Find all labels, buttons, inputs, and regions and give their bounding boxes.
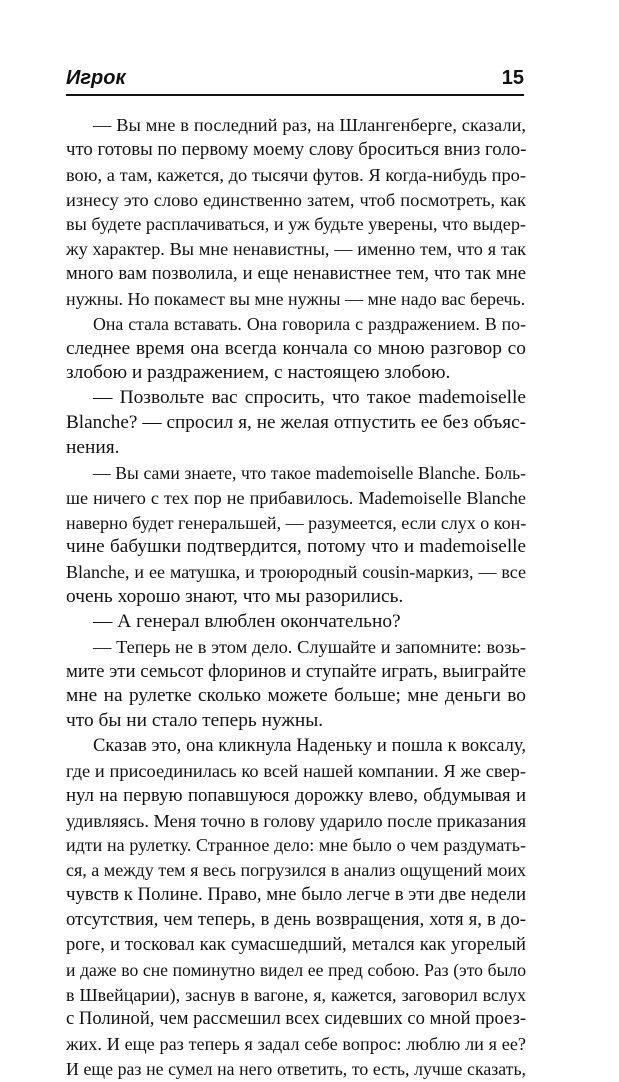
text-line: Blanche? — спросил я, не желая отпустить ее без объяс-	[66, 412, 526, 434]
text-line: И еще раз не сумел на него ответить, то есть, лучше сказать,	[66, 1059, 526, 1080]
text-line: удивляясь. Меня точно в голову ударило после приказания	[66, 810, 527, 831]
text-line: Blanche, и ее матушка, и троюродный cousin-маркиз, — все	[66, 562, 526, 583]
text-line: нужны. Но покамест вы мне нужны — мне надо вас беречь.	[66, 288, 526, 309]
text-line: изнесу это слово единственно затем, чтоб посмотреть, как	[66, 189, 526, 210]
text-line: с Полиной, чем рассмешил всех сидевших со мной проез-	[66, 1008, 527, 1030]
text-line: Она стала вставать. Она говорила с раздражением. В по-	[93, 313, 526, 334]
text-line: нул на первую попавшуюся дорожку влево, обдумывая и	[66, 784, 526, 806]
text-line: ше ничего с тех пор не прибавилось. Mademoiselle Blanche	[66, 487, 526, 508]
text-line: роге, и тосковал как сумасшедший, метался как угорелый	[66, 933, 526, 955]
text-line: и даже во сне поминутно видел ее пред собою. Раз (это было	[66, 959, 526, 980]
text-line: — А генерал влюблен окончательно?	[93, 610, 401, 632]
text-line: отсутствия, чем теперь, в день возвращения, хотя я, в до-	[66, 909, 526, 930]
page-header	[66, 66, 524, 96]
text-line: — Позвольте вас спросить, что такое mademoiselle	[93, 387, 526, 409]
text-line: мне на рулетке сколько можете больше; мне деньги во	[66, 685, 526, 707]
text-line: злобою и раздражением, с настоящею злобою.	[66, 362, 451, 384]
text-line: жу характер. Вы мне ненавистны, — именно тем, что я так	[66, 239, 526, 260]
text-line: наверно будет генеральшей, — разумеется, если слух о кон-	[66, 512, 527, 533]
text-line: — Вы мне в последний раз, на Шлангенберге, сказали,	[93, 115, 526, 135]
text-line: что готовы по первому моему слову броситься вниз голо-	[66, 138, 527, 160]
text-line: много вам позволила, и еще ненавистнее тем, что так мне	[66, 263, 526, 285]
text-line: вы будете расплачиваться, и уж будьте уверены, что выдер-	[66, 214, 526, 235]
running-title: Игрок	[66, 67, 126, 89]
text-line: что бы ни стало теперь нужны.	[66, 710, 324, 732]
body-text	[66, 113, 526, 1082]
text-line: Сказав это, она кликнула Наденьку и пошла к воксалу,	[93, 735, 526, 757]
text-line: жих. И еще раз теперь я задал себе вопрос: люблю ли я ее?	[66, 1034, 526, 1055]
text-line: идти на рулетку. Странное дело: мне было о чем раздумать-	[66, 835, 526, 856]
page-number: 15	[501, 67, 524, 89]
text-line: чувств к Полине. Право, мне было легче в эти две недели	[66, 884, 527, 906]
text-line: очень хорошо знают, что мы разорились.	[66, 586, 404, 608]
text-line: вою, а там, кажется, до тысячи футов. Я когда-нибудь про-	[66, 164, 526, 185]
text-line: ся, а между тем я весь погрузился в анализ ощущений моих	[66, 860, 526, 881]
text-line: следнее время она всегда кончала со мною разговор со	[66, 337, 526, 359]
text-line: мите эти семьсот флоринов и ступайте играть, выиграйте	[66, 660, 526, 682]
text-line: нения.	[66, 436, 120, 458]
text-line: — Теперь не в этом дело. Слушайте и запомните: возь-	[93, 636, 526, 657]
text-line: в Швейцарии), заснув в вагоне, я, кажется, заговорил вслух	[66, 984, 526, 1005]
text-line: — Вы сами знаете, что такое mademoiselle Blanche. Боль-	[93, 462, 526, 483]
text-line: где и присоединилась ко всей нашей компании. Я же свер-	[66, 760, 526, 781]
text-line: чине бабушки подтвердится, потому что и mademoiselle	[66, 536, 526, 558]
